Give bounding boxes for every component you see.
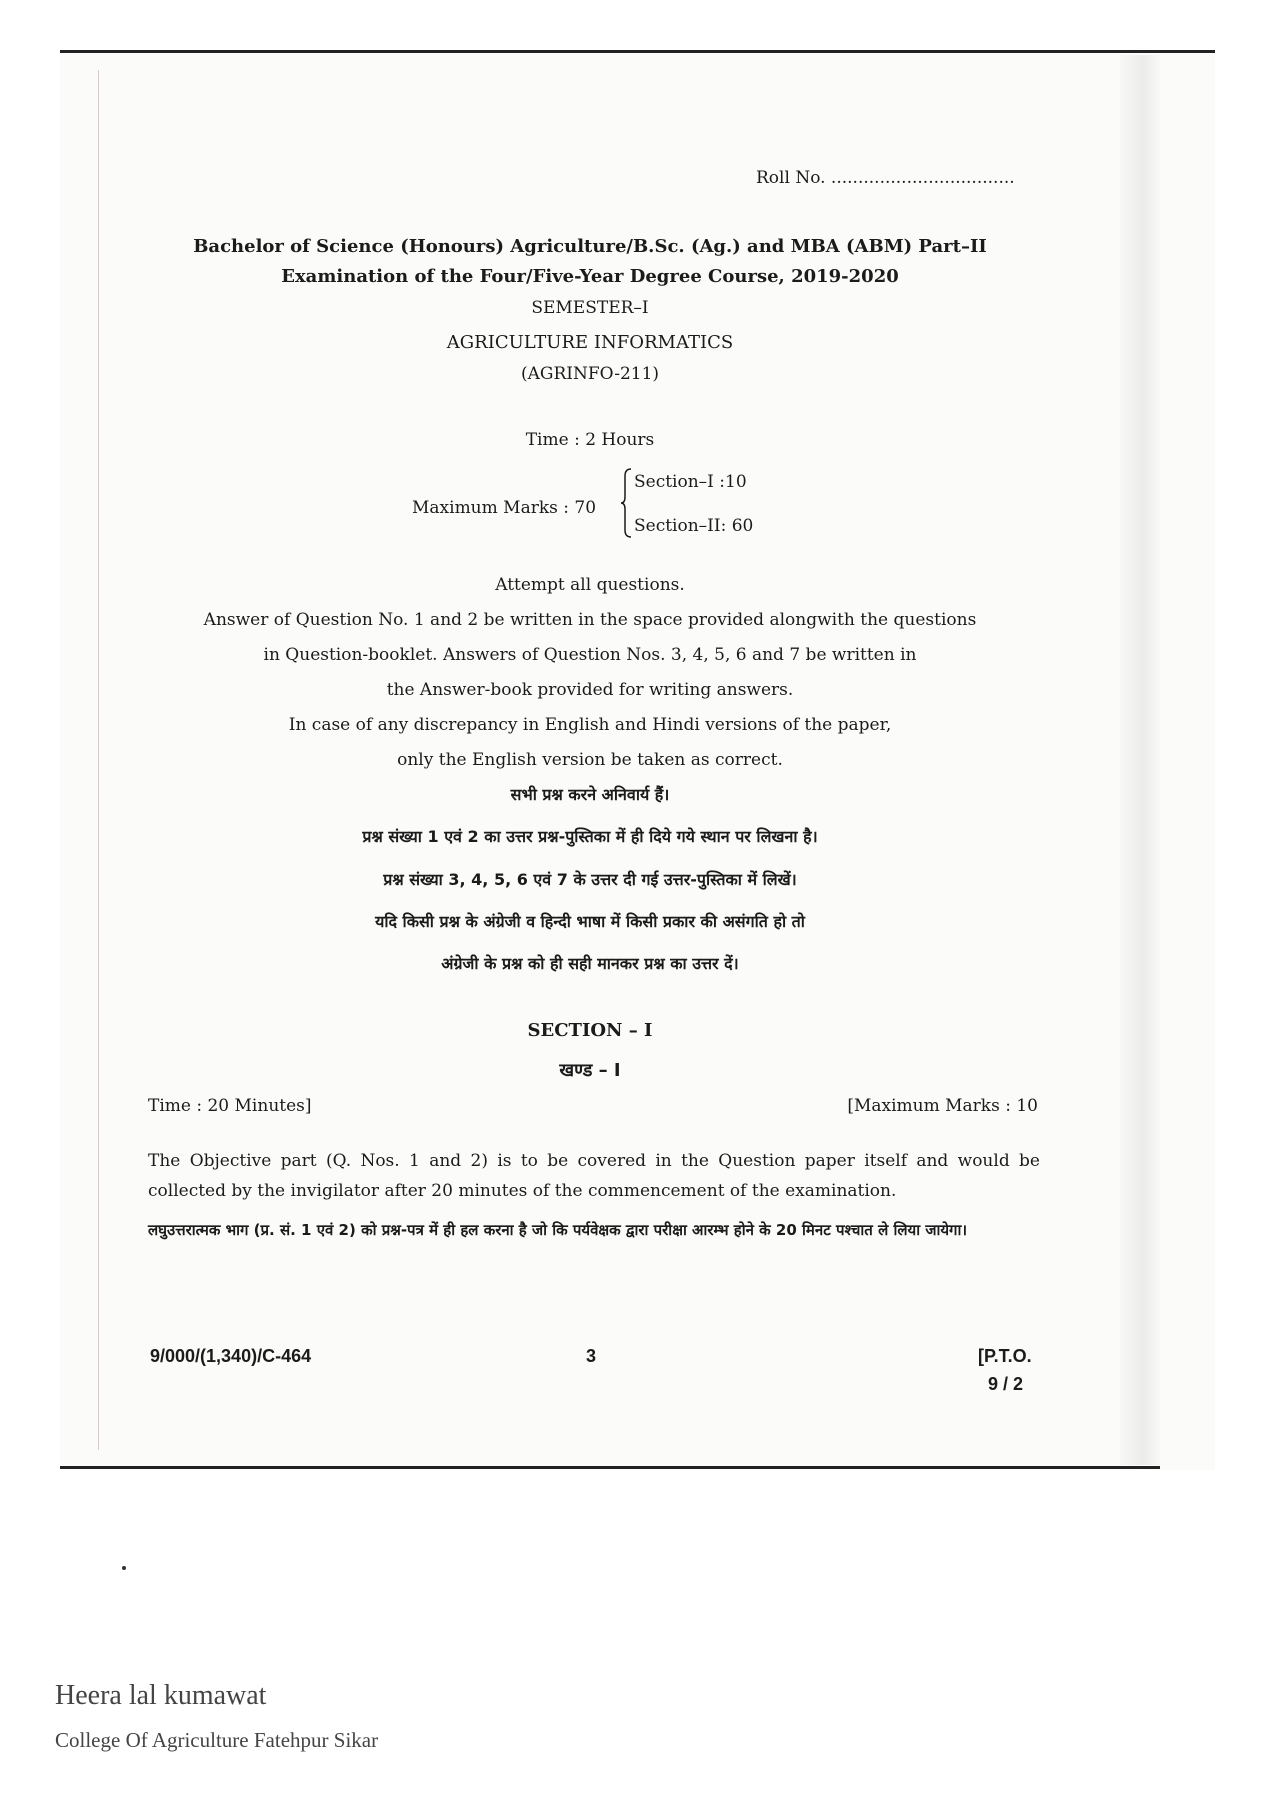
paper-code: 9/000/(1,340)/C-464 (150, 1346, 312, 1366)
hindi-instruction-line: यदि किसी प्रश्न के अंग्रेजी व हिन्दी भाषा में किसी प्रकार की असंगति हो तो (375, 912, 805, 931)
instruction-line: In case of any discrepancy in English and Hindi versions of the paper, (288, 715, 892, 735)
instruction-line: Attempt all questions. (495, 575, 685, 595)
hindi-instruction-line: प्रश्न संख्या 1 एवं 2 का उत्तर प्रश्न-पुस्तिका में ही दिये गये स्थान पर लिखना है। (362, 827, 818, 846)
hindi-instruction-line: अंग्रेजी के प्रश्न को ही सही मानकर प्रश्न का उत्तर दें। (441, 954, 739, 973)
instruction-line: the Answer-book provided for writing answers. (386, 680, 794, 700)
section-time: Time : 20 Minutes] (148, 1096, 312, 1116)
section-max-marks: [Maximum Marks : 10 (847, 1096, 1038, 1116)
author-name: Heera lal kumawat (55, 1680, 267, 1711)
objective-instructions-hindi: लघुउत्तरात्मक भाग (प्र. सं. 1 एवं 2) को प्रश्न-पत्र में ही हल करना है जो कि पर्यवेक्षक द्वारा परीक्षा आरम्भ होने के 20 मिनट पश्चात ले लिया जायेगा। (148, 1221, 968, 1239)
section-time-row (148, 1096, 1038, 1116)
page-number: 3 (586, 1346, 597, 1366)
instruction-line: only the English version be taken as correct. (397, 750, 783, 770)
instruction-line: in Question-booklet. Answers of Question Nos. 3, 4, 5, 6 and 7 be written in (263, 645, 917, 665)
pto-mark: [P.T.O. (978, 1346, 1032, 1366)
roll-number-field: Roll No. .................................. (756, 168, 1015, 188)
sheet-fraction: 9 / 2 (988, 1374, 1024, 1394)
degree-title: Bachelor of Science (Honours) Agriculture/B.Sc. (Ag.) and MBA (ABM) Part–II (193, 236, 987, 257)
instruction-line: Answer of Question No. 1 and 2 be written in the space provided alongwith the questions (203, 610, 977, 630)
examination-title: Examination of the Four/Five-Year Degree Course, 2019-2020 (281, 266, 899, 287)
hindi-instruction-line: सभी प्रश्न करने अनिवार्य हैं। (510, 785, 670, 804)
bottom-rule (60, 1466, 1160, 1469)
brace-icon (620, 468, 632, 538)
section-title-hindi: खण्ड – I (559, 1060, 621, 1081)
margin-line (98, 70, 99, 1450)
section-2-marks: Section–II: 60 (634, 516, 754, 536)
top-rule (60, 50, 1215, 53)
semester: SEMESTER–I (531, 298, 649, 318)
section-1-marks: Section–I :10 (634, 472, 747, 492)
subject-code: (AGRINFO-211) (520, 364, 660, 384)
hindi-instruction-line: प्रश्न संख्या 3, 4, 5, 6 एवं 7 के उत्तर दी गई उत्तर-पुस्तिका में लिखें। (383, 870, 797, 889)
page-edge-shadow (1120, 55, 1160, 1465)
exam-time: Time : 2 Hours (525, 430, 655, 450)
maximum-marks: Maximum Marks : 70 (412, 498, 597, 518)
subject-title: AGRICULTURE INFORMATICS (446, 332, 734, 353)
section-title: SECTION – I (527, 1020, 653, 1041)
objective-instructions: The Objective part (Q. Nos. 1 and 2) is to be covered in the Question paper itself and would be collected by the invigilator after 20 minutes of the commencement of the examination. (148, 1151, 1040, 1201)
college-name: College Of Agriculture Fatehpur Sikar (55, 1728, 379, 1752)
speck (122, 1566, 126, 1570)
